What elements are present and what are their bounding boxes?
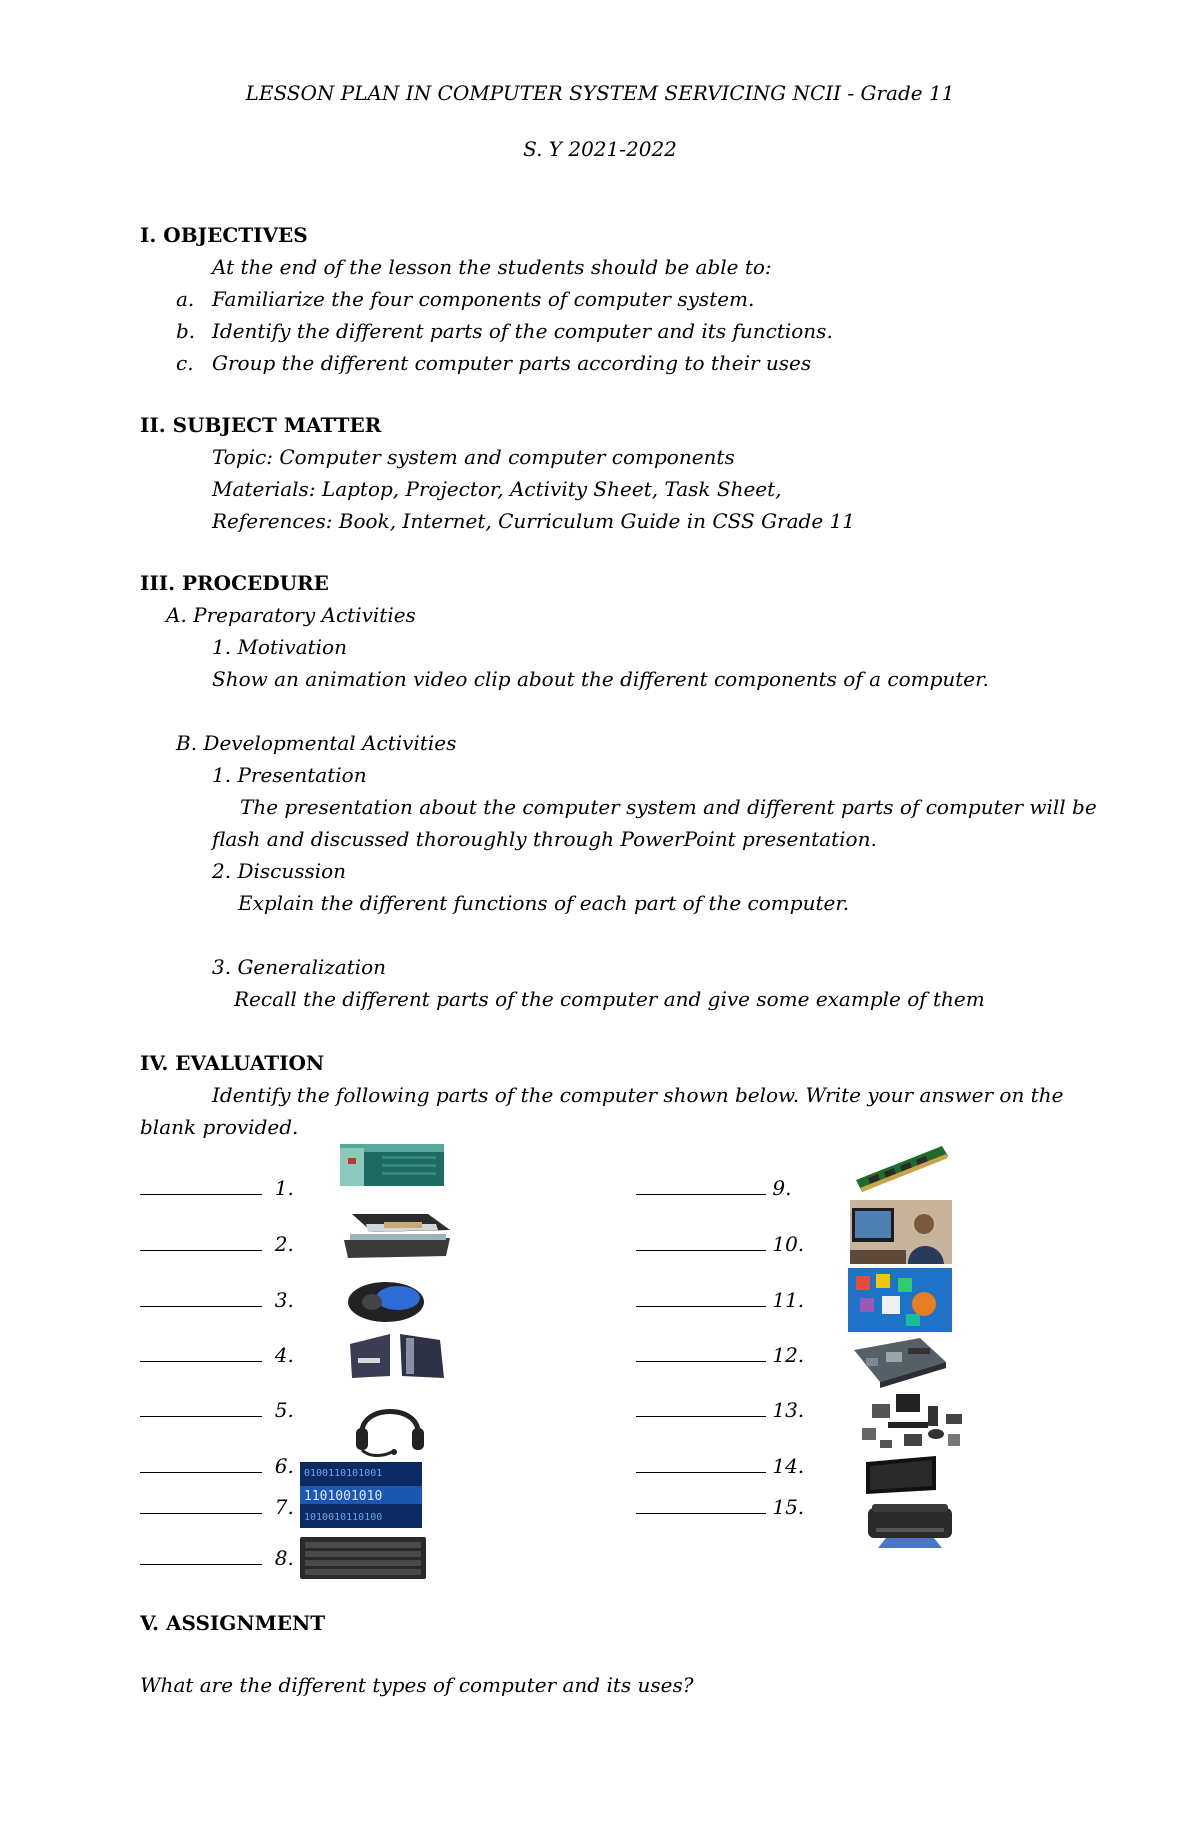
answer-blank[interactable]: [636, 1343, 766, 1362]
presentation-title: 1. Presentation: [212, 763, 367, 787]
answer-row-4: 4.: [140, 1343, 294, 1367]
answer-row-14: 14.: [636, 1454, 804, 1478]
monitor-icon: [864, 1456, 940, 1496]
answer-row-11: 11.: [636, 1288, 804, 1312]
developmental-title: B. Developmental Activities: [176, 731, 457, 755]
answer-row-3: 3.: [140, 1288, 294, 1312]
headset-icon: [350, 1394, 430, 1458]
answer-row-6: 6.: [140, 1454, 294, 1478]
objective-marker-b: b.: [176, 319, 196, 343]
scanner-icon: [342, 1210, 452, 1264]
speakers-icon: [348, 1330, 446, 1380]
answer-blank[interactable]: [140, 1398, 262, 1417]
procedure-heading: III. PROCEDURE: [140, 571, 329, 595]
answer-blank[interactable]: [636, 1398, 766, 1417]
software-apps-icon: [848, 1268, 952, 1332]
objective-c: Group the different computer parts according to their uses: [212, 351, 812, 375]
discussion-text: Explain the different functions of each part of the computer.: [238, 891, 850, 915]
keyboard-icon: [300, 1537, 426, 1579]
evaluation-heading: IV. EVALUATION: [140, 1051, 325, 1075]
ram-module-icon: [852, 1140, 950, 1198]
generalization-title: 3. Generalization: [212, 955, 387, 979]
ups-icon: [338, 1142, 448, 1192]
printer-icon: [862, 1498, 958, 1550]
answer-blank[interactable]: [140, 1495, 262, 1514]
answer-row-7: 7.: [140, 1495, 294, 1519]
answer-blank[interactable]: [636, 1495, 766, 1514]
answer-blank[interactable]: [636, 1288, 766, 1307]
answer-row-13: 13.: [636, 1398, 804, 1422]
answer-row-15: 15.: [636, 1495, 804, 1519]
answer-blank[interactable]: [140, 1232, 262, 1251]
presentation-line-1: The presentation about the computer system and different parts of computer will be: [240, 795, 1097, 819]
objective-marker-c: c.: [176, 351, 194, 375]
svg-text:1010010110100: 1010010110100: [304, 1512, 383, 1523]
objectives-heading: I. OBJECTIVES: [140, 223, 308, 247]
answer-row-5: 5.: [140, 1398, 294, 1422]
presentation-line-2: flash and discussed thoroughly through PowerPoint presentation.: [212, 827, 877, 851]
mouse-icon: [344, 1274, 430, 1328]
answer-row-9: 9.: [636, 1176, 791, 1200]
answer-blank[interactable]: [140, 1176, 262, 1195]
answer-blank[interactable]: [636, 1176, 766, 1195]
generalization-text: Recall the different parts of the computer and give some example of them: [234, 987, 985, 1011]
objective-b: Identify the different parts of the computer and its functions.: [212, 319, 833, 343]
answer-row-10: 10.: [636, 1232, 804, 1256]
evaluation-instruction-line-1: Identify the following parts of the computer shown below. Write your answer on the: [212, 1083, 1064, 1107]
answer-row-1: 1.: [140, 1176, 294, 1200]
evaluation-instruction-line-2: blank provided.: [140, 1115, 299, 1139]
answer-blank[interactable]: [140, 1546, 262, 1565]
svg-text:0100110101001: 0100110101001: [304, 1468, 383, 1479]
answer-blank[interactable]: [140, 1288, 262, 1307]
assignment-heading: V. ASSIGNMENT: [140, 1611, 326, 1635]
peripherals-icon: [858, 1388, 966, 1452]
objective-marker-a: a.: [176, 287, 195, 311]
subject-matter-heading: II. SUBJECT MATTER: [140, 413, 382, 437]
answer-blank[interactable]: [140, 1343, 262, 1362]
binary-data-icon: [300, 1462, 422, 1528]
answer-row-12: 12.: [636, 1343, 804, 1367]
answer-row-8: 8.: [140, 1546, 294, 1570]
motivation-text: Show an animation video clip about the different components of a computer.: [212, 667, 989, 691]
preparatory-title: A. Preparatory Activities: [166, 603, 416, 627]
references: References: Book, Internet, Curriculum Guide in CSS Grade 11: [212, 509, 855, 533]
person-at-computer-icon: [850, 1200, 952, 1264]
motherboard-icon: [850, 1336, 950, 1392]
materials: Materials: Laptop, Projector, Activity Sheet, Task Sheet,: [212, 477, 782, 501]
svg-text:1101001010: 1101001010: [304, 1489, 383, 1504]
document-title: LESSON PLAN IN COMPUTER SYSTEM SERVICING NCII - Grade 11: [245, 81, 955, 105]
answer-blank[interactable]: [140, 1454, 262, 1473]
motivation-title: 1. Motivation: [212, 635, 347, 659]
objective-a: Familiarize the four components of computer system.: [212, 287, 755, 311]
answer-blank[interactable]: [636, 1232, 766, 1251]
discussion-title: 2. Discussion: [212, 859, 347, 883]
topic: Topic: Computer system and computer components: [212, 445, 735, 469]
assignment-question: What are the different types of computer and its uses?: [140, 1673, 694, 1697]
school-year: S. Y 2021-2022: [523, 137, 677, 161]
answer-blank[interactable]: [636, 1454, 766, 1473]
answer-row-2: 2.: [140, 1232, 294, 1256]
objectives-intro: At the end of the lesson the students should be able to:: [212, 255, 772, 279]
